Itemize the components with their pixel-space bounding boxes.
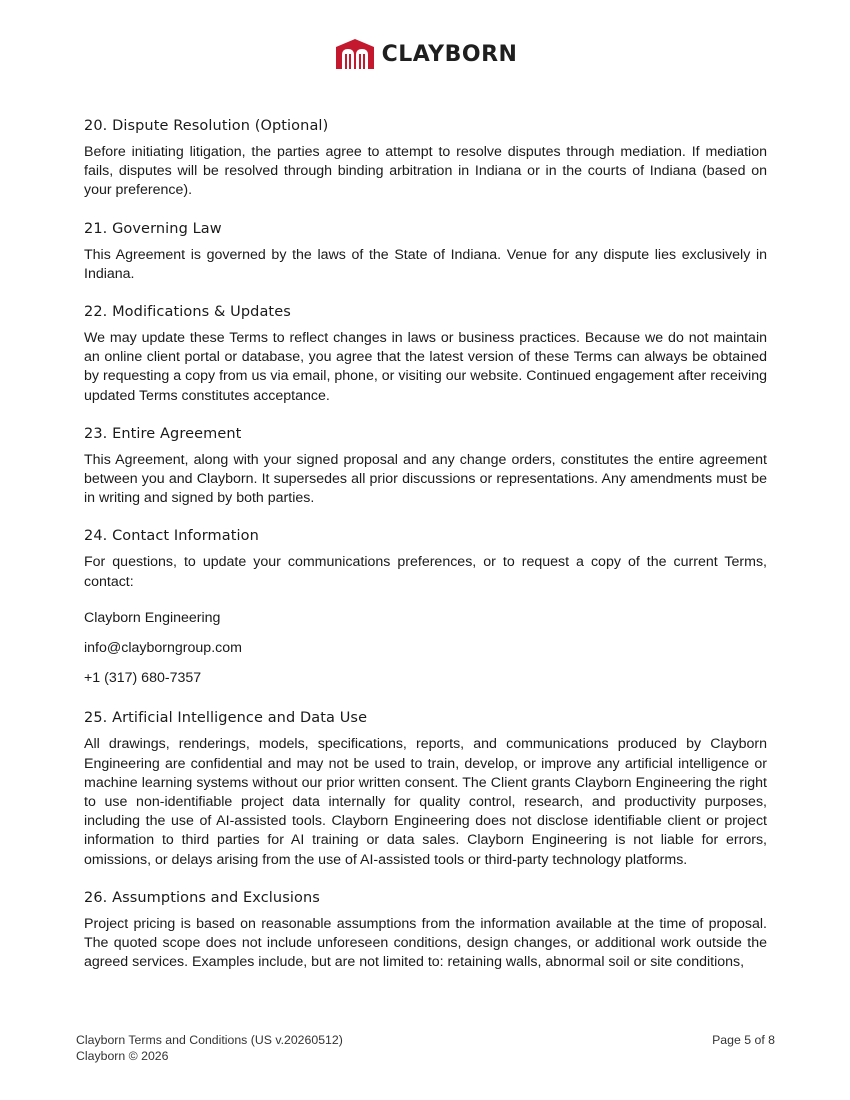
section-heading: 26. Assumptions and Exclusions [84, 889, 320, 906]
footer-doc-title: Clayborn Terms and Conditions (US v.20260512) [76, 1033, 343, 1047]
section-ai-data-use [84, 710, 767, 869]
section-heading: 21. Governing Law [84, 220, 222, 237]
section-paragraph: We may update these Terms to reflect changes in laws or business practices. Because we do not maintain an online client portal or database, you agree that the latest version of these Terms can always be obtained by requesting a copy from us via email, phone, or visiting our website. Continued engagement after receiving updated Terms constitutes acceptance. [84, 330, 767, 404]
section-paragraph: For questions, to update your communications preferences, or to request a copy of the current Terms, contact: [84, 554, 767, 590]
section-heading: 22. Modifications & Updates [84, 304, 291, 321]
section-heading: 24. Contact Information [84, 528, 259, 545]
page-number: Page 5 of 8 [712, 1033, 775, 1047]
section-heading: 20. Dispute Resolution (Optional) [84, 118, 329, 134]
page-footer [76, 1033, 775, 1064]
section-paragraph: This Agreement, along with your signed proposal and any change orders, constitutes the entire agreement between you and Clayborn. It supersedes all prior discussions or representations. Any amendments must be in writing and signed by both parties. [84, 451, 767, 507]
company-logo [0, 38, 850, 70]
section-paragraph: Project pricing is based on reasonable assumptions from the information available at the time of proposal. The quoted scope does not include unforeseen conditions, design changes, or additional work outside the agreed services. Examples include, but are not limited to: retaining walls, abnormal soil or site conditions, [84, 915, 767, 971]
contact-company: Clayborn Engineering [84, 609, 221, 626]
section-heading: 23. Entire Agreement [84, 425, 242, 442]
section-dispute-resolution [84, 118, 767, 201]
section-modifications-updates [84, 304, 767, 406]
logo-wordmark: CLAYBORN [381, 41, 518, 67]
section-paragraph: This Agreement is governed by the laws of the State of Indiana. Venue for any dispute lies exclusively in Indiana. [84, 246, 767, 282]
section-assumptions-exclusions [84, 890, 767, 973]
contact-email: info@clayborngroup.com [84, 640, 242, 657]
section-paragraph: All drawings, renderings, models, specifications, reports, and communications produced by Clayborn Engineering are confidential and may not be used to train, develop, or improve any artificial intelligence or machine learning systems without our prior written consent. The Client grants Clayborn Engineering the right to use non-identifiable project data internally for quality control, research, and productivity purposes, including the use of AI-assisted tools. Clayborn Engineering does not disclose identifiable client or project information to third parties for AI training or data sales. Clayborn Engineering is not liable for errors, omissions, or delays arising from the use of AI-assisted tools or third-party technology platforms. [84, 736, 767, 868]
section-heading: 25. Artificial Intelligence and Data Use [84, 710, 368, 727]
section-contact-information [84, 528, 767, 688]
section-entire-agreement [84, 426, 767, 509]
footer-copyright: Clayborn © 2026 [76, 1048, 169, 1063]
section-governing-law [84, 221, 767, 284]
terms-content [84, 118, 767, 992]
arched-building-icon [333, 38, 377, 70]
contact-phone: +1 (317) 680-7357 [84, 670, 202, 687]
section-paragraph: Before initiating litigation, the parties agree to attempt to resolve disputes through mediation. If mediation fails, disputes will be resolved through binding arbitration in Indiana or in the courts of Indiana (based on your preference). [84, 144, 767, 199]
